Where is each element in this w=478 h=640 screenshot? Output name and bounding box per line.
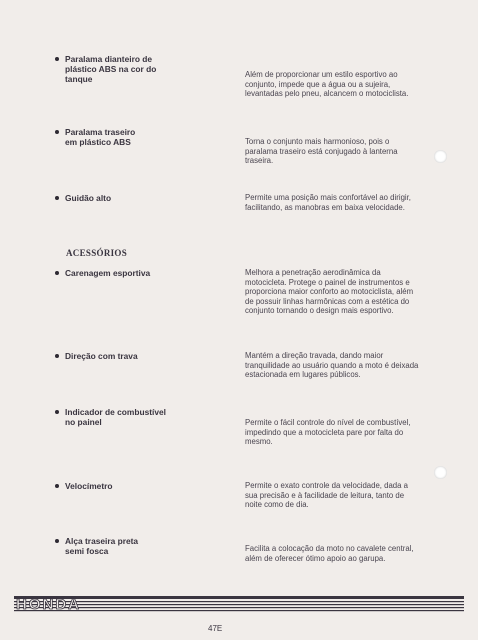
bullet-icon <box>55 271 59 275</box>
bullet-icon <box>55 57 59 61</box>
page-number: 47E <box>208 624 223 633</box>
bullet-icon <box>55 539 59 543</box>
bullet-icon <box>55 484 59 488</box>
bullet-icon <box>55 354 59 358</box>
feature-term: Paralama dianteiro de plástico ABS na cor do tanque <box>65 54 157 84</box>
brand-logo: HONDA <box>16 596 81 612</box>
accessory-description: Permite o exato controle da velocidade, dada a sua precisão e à facilidade de leitura, tanto de noite como de dia. <box>245 481 408 510</box>
binder-hole-icon <box>434 150 447 163</box>
accessory-description: Melhora a penetração aerodinâmica da motocicleta. Protege o painel de instrumentos e proporciona maior conforto ao motociclista, além de possuir linhas harmônicas com a estética do conjunto tornando o design mais esportivo. <box>245 268 414 316</box>
feature-term: Paralama traseiro em plástico ABS <box>65 127 136 147</box>
feature-description: Além de proporcionar um estilo esportivo ao conjunto, impede que a água ou a sujeira, levantadas pelo pneu, alcancem o motociclista. <box>245 70 409 99</box>
accessory-term: Indicador de combustível no painel <box>65 407 166 427</box>
binder-hole-icon <box>434 466 447 479</box>
accessory-description: Permite o fácil controle do nível de combustível, impedindo que a motocicleta pare por falta do mesmo. <box>245 418 411 447</box>
section-title: ACESSÓRIOS <box>66 248 128 258</box>
accessory-term: Carenagem esportiva <box>65 268 151 278</box>
brand-stripe-band <box>14 596 464 612</box>
feature-description: Permite uma posição mais confortável ao dirigir, facilitando, as manobras em baixa velocidade. <box>245 193 411 212</box>
accessory-description: Facilita a colocação da moto no cavalete central, além de oferecer ótimo apoio ao garupa. <box>245 544 414 563</box>
accessory-description: Mantém a direção travada, dando maior tranquilidade ao usuário quando a moto é deixada estacionada em lugares públicos. <box>245 351 419 380</box>
bullet-icon <box>55 410 59 414</box>
accessory-term: Direção com trava <box>65 351 138 361</box>
feature-term: Guidão alto <box>65 193 112 203</box>
bullet-icon <box>55 130 59 134</box>
accessory-term: Velocímetro <box>65 481 113 491</box>
feature-description: Torna o conjunto mais harmonioso, pois o paralama traseiro está conjugado à lanterna traseira. <box>245 137 398 166</box>
accessory-term: Alça traseira preta semi fosca <box>65 536 139 556</box>
bullet-icon <box>55 196 59 200</box>
